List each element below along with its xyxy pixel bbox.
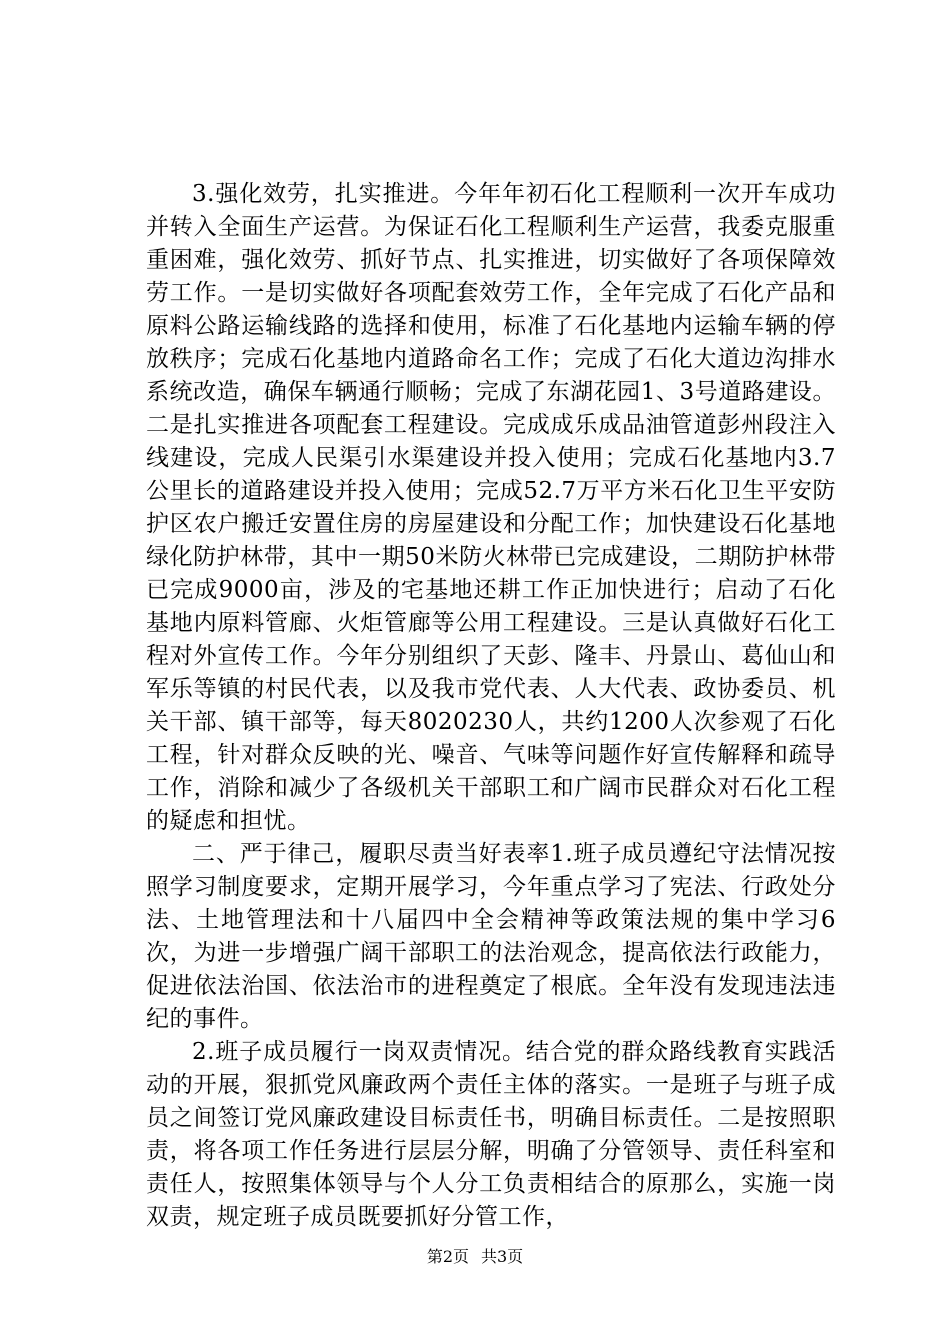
- page-footer: [0, 1247, 950, 1267]
- document-body: [146, 178, 836, 1234]
- page-number-total: 共3页: [481, 1247, 524, 1266]
- paragraph-dual-responsibility: 2.班子成员履行一岗双责情况。结合党的群众路线教育实践活动的开展，狠抓党风廉政两个责任主体的落实。一是班子与班子成员之间签订党风廉政建设目标责任书，明确目标责任。二是按照职责，将各项工作任务进行层层分解，明确了分管领导、责任科室和责任人，按照集体领导与个人分工负责相结合的原那么，实施一岗双责，规定班子成员既要抓好分管工作，: [146, 1039, 836, 1230]
- paragraph-service-work: 3.强化效劳，扎实推进。今年年初石化工程顺利一次开车成功并转入全面生产运营。为保证石化工程顺利生产运营，我委克服重重困难，强化效劳、抓好节点、扎实推进，切实做好了各项保障效劳工作。一是切实做好各项配套效劳工作，全年完成了石化产品和原料公路运输线路的选择和使用，标准了石化基地内运输车辆的停放秩序；完成石化基地内道路命名工作；完成了石化大道边沟排水系统改造，确保车辆通行顺畅；完成了东湖花园1、3号道路建设。二是扎实推进各项配套工程建设。完成成乐成品油管道彭州段注入线建设，完成人民渠引水渠建设并投入使用；完成石化基地内3.7公里长的道路建设并投入使用；完成52.7万平方米石化卫生平安防护区农户搬迁安置住房的房屋建设和分配工作；加快建设石化基地绿化防护林带，其中一期50米防火林带已完成建设，二期防护林带已完成9000亩，涉及的宅基地还耕工作正加快进行；启动了石化基地内原料管廊、火炬管廊等公用工程建设。三是认真做好石化工程对外宣传工作。今年分别组织了天彭、隆丰、丹景山、葛仙山和军乐等镇的村民代表，以及我市党代表、人大代表、政协委员、机关干部、镇干部等，每天8020230人，共约1200人次参观了石化工程，针对群众反映的光、噪音、气味等问题作好宣传解释和疏导工作，消除和减少了各级机关干部职工和广阔市民群众对石化工程的疑虑和担忧。: [146, 181, 836, 834]
- page-number-current: 第2页: [426, 1247, 469, 1266]
- paragraph-self-discipline: 二、严于律己，履职尽责当好表率1.班子成员遵纪守法情况按照学习制度要求，定期开展学习，今年重点学习了宪法、行政处分法、土地管理法和十八届四中全会精神等政策法规的集中学习6次，为进一步增强广阔干部职工的法治观念，提高依法行政能力，促进依法治国、依法治市的进程奠定了根底。全年没有发现违法违纪的事件。: [146, 841, 836, 1032]
